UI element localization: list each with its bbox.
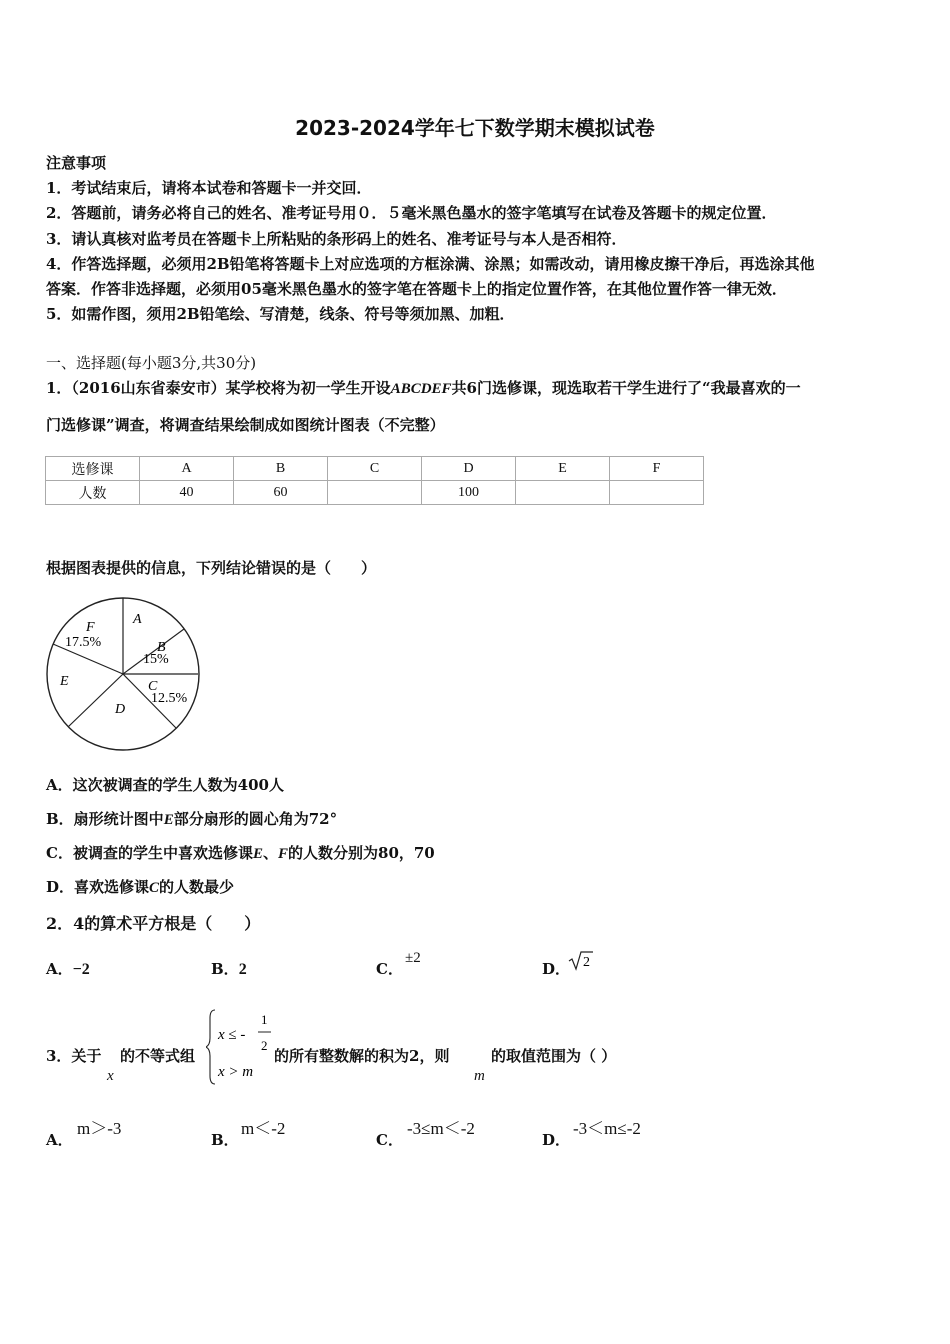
pie-label-c: C	[148, 679, 158, 694]
q1-option-c-var2: F	[277, 846, 288, 862]
q3-var-x: x	[107, 1068, 114, 1084]
q1-option-c-sep: 、	[262, 844, 278, 862]
table-cell: 选修课	[46, 457, 140, 481]
table-cell: 60	[234, 481, 328, 505]
q1-option-b	[46, 808, 337, 829]
q2-stem: 2．4的算术平方根是（ ）	[46, 914, 261, 933]
notice-item-4: 4．作答选择题，必须用2B铅笔将答题卡上对应选项的方框涂满、涂黑；如需改动，请用橡皮擦干净后，再选涂其他	[46, 255, 815, 273]
q2-option-a-value: −2	[72, 961, 90, 978]
table-cell	[610, 481, 704, 505]
q1-suffix: 共6门选修课，现选取若干学生进行了“我最喜欢的一	[451, 379, 801, 397]
survey-table	[45, 456, 704, 505]
q3-option-b-value: m＜-2	[241, 1119, 286, 1138]
q1-option-d-var: C	[149, 880, 160, 896]
q3-end: 的取值范围为（ ）	[491, 1047, 617, 1065]
q2-option-c-label: C．	[376, 960, 403, 978]
table-cell: A	[140, 457, 234, 481]
table-cell: F	[610, 457, 704, 481]
pie-chart	[40, 592, 210, 757]
q1-stem-line2: 门选修课”调查，将调查结果绘制成如图统计图表（不完整）	[46, 416, 445, 434]
section-heading: 一、选择题(每小题3分,共30分)	[46, 354, 257, 372]
pie-label-e: E	[60, 674, 69, 689]
q1-option-b-var: E	[163, 812, 174, 828]
q2-option-b-label: B．	[211, 960, 239, 978]
q2-option-b-value: 2	[238, 961, 247, 978]
table-cell	[516, 481, 610, 505]
pie-label-f: F	[86, 620, 95, 635]
q2-option-a-label: A．	[46, 960, 73, 978]
system-brace-icon	[206, 1010, 215, 1084]
q2-option-d	[542, 958, 570, 979]
system-frac-den: 2	[261, 1038, 268, 1053]
q3-post: 的所有整数解的积为2，则	[274, 1047, 450, 1065]
pie-label-d: D	[115, 702, 126, 717]
q1-stem-line1	[46, 377, 801, 398]
table-header-row	[46, 457, 704, 481]
table-cell: B	[234, 457, 328, 481]
q1-option-c	[46, 842, 435, 863]
q1-option-d-pre: D．喜欢选修课	[46, 878, 150, 896]
q3-pre: 3．关于	[46, 1047, 102, 1065]
q3-option-b: B．	[211, 1131, 239, 1149]
system-frac-num: 1	[261, 1012, 268, 1027]
table-cell: 人数	[46, 481, 140, 505]
q3-option-c: C．	[376, 1131, 403, 1149]
pie-label-a: A	[133, 612, 142, 627]
q1-option-c-var1: E	[252, 846, 263, 862]
q2-option-a	[46, 958, 90, 979]
q1-option-a: A．这次被调查的学生人数为400人	[46, 776, 284, 794]
q2-option-d-value: 2	[583, 955, 590, 970]
system-line1-lhs: x ≤ -	[218, 1027, 246, 1043]
table-cell: D	[422, 457, 516, 481]
pie-pct-f: 17.5%	[65, 635, 102, 650]
pie-pct-c: 12.5%	[151, 691, 188, 706]
q1-option-d	[46, 876, 234, 897]
notice-heading: 注意事项	[46, 154, 107, 172]
inequality-system	[206, 1008, 276, 1086]
q1-prefix: 1．（2016山东省泰安市）某学校将为初一学生开设	[46, 379, 391, 397]
q3-option-c-value: -3≤m＜-2	[407, 1119, 475, 1138]
q3-option-d-value: -3＜m≤-2	[573, 1119, 641, 1138]
notice-item-2: 2．答题前，请务必将自己的姓名、准考证号用０．５毫米黑色墨水的签字笔填写在试卷及答题卡的规定位置．	[46, 204, 777, 222]
q1-question: 根据图表提供的信息，下列结论错误的是（ ）	[46, 559, 377, 577]
q2-option-d-label: D．	[542, 960, 571, 978]
q3-var-m: m	[474, 1068, 485, 1084]
q1-option-b-pre: B．扇形统计图中	[46, 810, 164, 828]
notice-item-4-cont: 答案．作答非选择题，必须用05毫米黑色墨水的签字笔在答题卡上的指定位置作答，在其他位置作答一律无效．	[46, 280, 787, 298]
q3-mid: 的不等式组	[120, 1047, 196, 1065]
table-cell	[328, 481, 422, 505]
pie-pct-b: 15%	[143, 652, 169, 667]
page-title: 2023-2024学年七下数学期末模拟试卷	[295, 116, 655, 140]
table-cell: 100	[422, 481, 516, 505]
q1-letters: ABCDEF	[390, 381, 452, 397]
q1-option-c-pre: C．被调查的学生中喜欢选修课	[46, 844, 253, 862]
table-cell: 40	[140, 481, 234, 505]
notice-item-5: 5．如需作图，须用2B铅笔绘、写清楚，线条、符号等须加黑、加粗．	[46, 305, 515, 323]
table-cell: E	[516, 457, 610, 481]
q1-option-d-post: 的人数最少	[159, 878, 235, 896]
q1-option-b-post: 部分扇形的圆心角为72°	[173, 810, 338, 828]
system-line2: x > m	[218, 1064, 254, 1080]
pie-label-b: B	[157, 640, 166, 655]
q3-option-d: D．	[542, 1131, 571, 1149]
q3-option-a: A．	[46, 1131, 73, 1149]
q2-option-c-value: ±2	[405, 950, 421, 966]
table-cell: C	[328, 457, 422, 481]
sqrt-symbol	[568, 950, 594, 972]
q2-option-c	[376, 958, 403, 979]
table-row	[46, 481, 704, 505]
notice-item-1: 1．考试结束后，请将本试卷和答题卡一并交回．	[46, 179, 372, 197]
q1-option-c-post: 的人数分别为80，70	[288, 844, 435, 862]
notice-item-3: 3．请认真核对监考员在答题卡上所粘贴的条形码上的姓名、准考证号与本人是否相符．	[46, 230, 627, 248]
q3-option-a-value: m＞-3	[77, 1119, 122, 1138]
q2-option-b	[211, 958, 247, 979]
